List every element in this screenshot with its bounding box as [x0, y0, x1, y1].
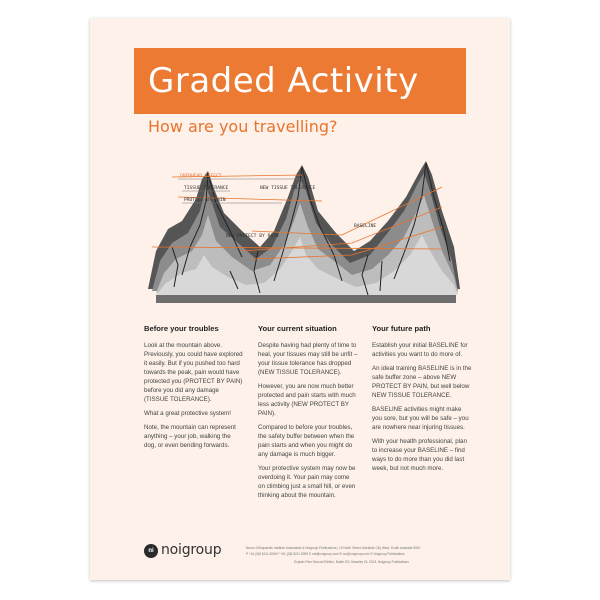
page-title: Graded Activity: [148, 61, 419, 101]
column-before-p3: Note, the mountain can represent anything – your job, walking the dog, or even bending forwards.: [144, 423, 236, 449]
column-future: [372, 323, 472, 506]
column-before-heading: Before your troubles: [144, 324, 219, 333]
column-current-p4: Your protective system may now be overdoing it. Your pain may come on climbing just a small hill, or even thinking about the mountain.: [258, 464, 356, 499]
footer-citation: Explain Pain Second Edition, Butler DS, Moseley GL 2013, Noigroup Publications: [294, 560, 409, 564]
text-columns: [144, 323, 480, 506]
label-tissue-tolerance: TISSUE TOLERANCE: [184, 186, 229, 191]
noigroup-logo-text: noigroup: [161, 542, 222, 558]
label-baseline: BASELINE: [354, 224, 377, 229]
label-protect-by-pain: PROTECT BY PAIN: [184, 198, 226, 203]
column-future-p2: An ideal training BASELINE is in the safe buffer zone – above NEW PROTECT BY PAIN, but well below NEW TISSUE TOLERANCE.: [372, 364, 472, 399]
label-new-tissue-tolerance: NEW TISSUE TOLERANCE: [260, 186, 316, 191]
column-future-heading: Your future path: [372, 324, 431, 333]
footer: [144, 542, 494, 566]
mountain-diagram: [142, 151, 466, 311]
column-current-p1: Despite having had plenty of time to heal, your tissues may still be unfit – your tissue tolerance has dropped (NEW TISSUE TOLERANCE).: [258, 342, 358, 376]
column-before-p2: What a great protective system!: [144, 409, 232, 417]
column-before: [144, 323, 244, 506]
column-current-heading: Your current situation: [258, 324, 337, 333]
column-current: [258, 323, 358, 506]
column-future-p4: With your health professional, plan to increase your BASELINE – find ways to do more than you did last week, but not much more.: [372, 437, 467, 472]
column-before-p1: Look at the mountain above. Previously, you could have explored it easily. But if you pushed too hard towards the peak, pain would have protected you (PROTECT BY PAIN) before you did any damage (TISSUE TOLERANCE).: [144, 342, 243, 403]
footer-contact: P +61 (0)8 8211 6066 F +61 (0)8 8211 8909 E noi@noigroup.com E noi@noigroup.com © Noigroup Publications: [246, 552, 405, 556]
label-new-protect-by-pain: NEW PROTECT BY PAIN: [226, 234, 279, 239]
column-current-p2: However, you are now much better protected and pain starts with much less activity (NEW PROTECT BY PAIN).: [258, 382, 356, 417]
noigroup-logo-mark: ni: [144, 544, 158, 558]
label-overhead-effect: OVERHEAD EFFECT: [180, 174, 222, 179]
page-subtitle: How are you travelling?: [148, 117, 338, 136]
title-banner: [134, 48, 466, 114]
column-future-p1: Establish your initial BASELINE for activities you want to do more of.: [372, 342, 468, 358]
column-future-p3: BASELINE activities might make you sore, but you will be safe – you are nowhere near injuring tissues.: [372, 405, 469, 431]
column-current-p3: Compared to before your troubles, the safety buffer between when the pain starts and when you might do any damage is much bigger.: [258, 423, 355, 458]
footer-address: Neuro Orthopaedic Institute Australasia & Noigroup Publications | 19 North Street, Adelaide City West, South Australia 5000: [246, 546, 421, 550]
poster: [90, 18, 510, 580]
